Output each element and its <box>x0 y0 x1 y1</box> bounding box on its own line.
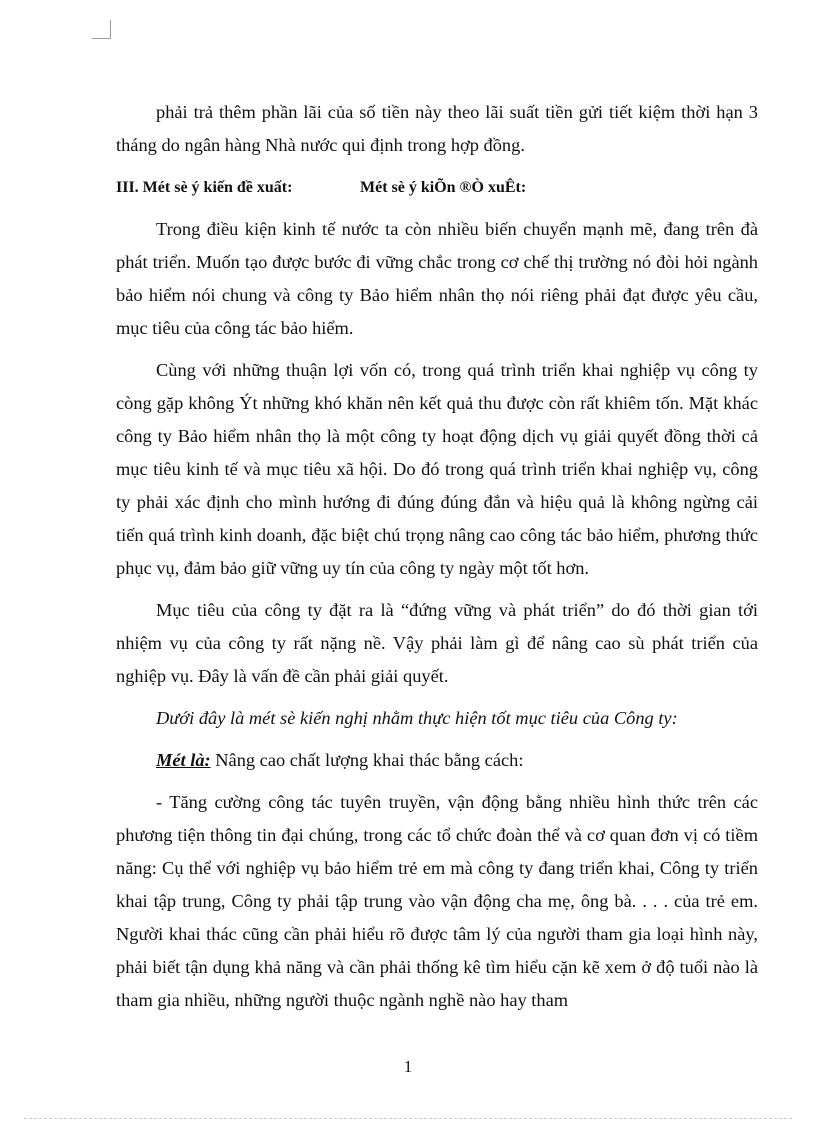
section-heading-duplicate: Mét sè ý kiÕn ®Ò xuÊt: <box>360 179 527 196</box>
page-number: 1 <box>403 1057 413 1076</box>
page-bottom-divider <box>24 1118 792 1119</box>
continuation-paragraph: phải trả thêm phần lãi của số tiền này theo lãi suất tiền gửi tiết kiệm thời hạn 3 tháng do ngân hàng Nhà nước qui định trong hợp đồng. <box>116 102 758 155</box>
page-corner-mark <box>92 20 111 39</box>
bullet-paragraph: - Tăng cường công tác tuyên truyền, vận động bằng nhiều hình thức trên các phương tiện thông tin đại chúng, trong các tổ chức đoàn thể và cơ quan đơn vị có tiềm năng: Cụ thể với nghiệp vụ bảo hiểm trẻ em mà công ty đang triển khai, Công ty triển khai tập trung, Công ty phải tập trung vào vận động cha mẹ, ông bà. . . . của trẻ em. Người khai thác cũng cần phải hiểu rõ được tâm lý của người tham gia loại hình này, phải biết tận dụng khả năng và cần phải thống kê tìm hiểu cặn kẽ xem ở độ tuổi nào là tham gia nhiều, những người thuộc ngành nghề nào hay tham <box>116 792 758 1010</box>
point-one-paragraph <box>116 744 758 777</box>
section-heading <box>116 171 758 204</box>
body-paragraph: Cùng với những thuận lợi vốn có, trong quá trình triển khai nghiệp vụ công ty còng gặp không Ýt những khó khăn nên kết quả thu được còn rất khiêm tốn. Mặt khác công ty Bảo hiểm nhân thọ là một công ty hoạt động dịch vụ giải quyết đồng thời cả mục tiêu kinh tế và mục tiêu xã hội. Do đó trong quá trình triển khai nghiệp vụ, công ty phải xác định cho mình hướng đi đúng đúng đắn và hiệu quả là không ngừng cải tiến quá trình kinh doanh, đặc biệt chú trọng nâng cao công tác bảo hiểm, phương thức phục vụ, đảm bảo giữ vững uy tín của công ty ngày một tốt hơn. <box>116 360 758 578</box>
point-one-text: Nâng cao chất lượng khai thác bằng cách: <box>210 750 524 770</box>
body-paragraph: Trong điều kiện kinh tế nước ta còn nhiều biến chuyển mạnh mẽ, đang trên đà phát triển. Muốn tạo được bước đi vững chắc trong cơ chế thị trường nó đòi hỏi ngành bảo hiểm nói chung và công ty Bảo hiểm nhân thọ nói riêng phải đạt được yêu cầu, mục tiêu của công tác bảo hiểm. <box>116 219 758 338</box>
document-body <box>116 96 758 1026</box>
body-paragraph: Mục tiêu của công ty đặt ra là “đứng vững và phát triển” do đó thời gian tới nhiệm vụ của công ty rất nặng nề. Vậy phải làm gì để nâng cao sù phát triển của nghiệp vụ. Đây là vấn đề cần phải giải quyết. <box>116 600 758 686</box>
recommendations-intro: Dưới đây là mét sè kiến nghị nhằm thực hiện tốt mục tiêu của Công ty: <box>156 708 678 728</box>
section-heading-text: III. Mét sè ý kiến đề xuất: <box>116 179 293 196</box>
point-one-label: Mét là: <box>156 750 211 770</box>
